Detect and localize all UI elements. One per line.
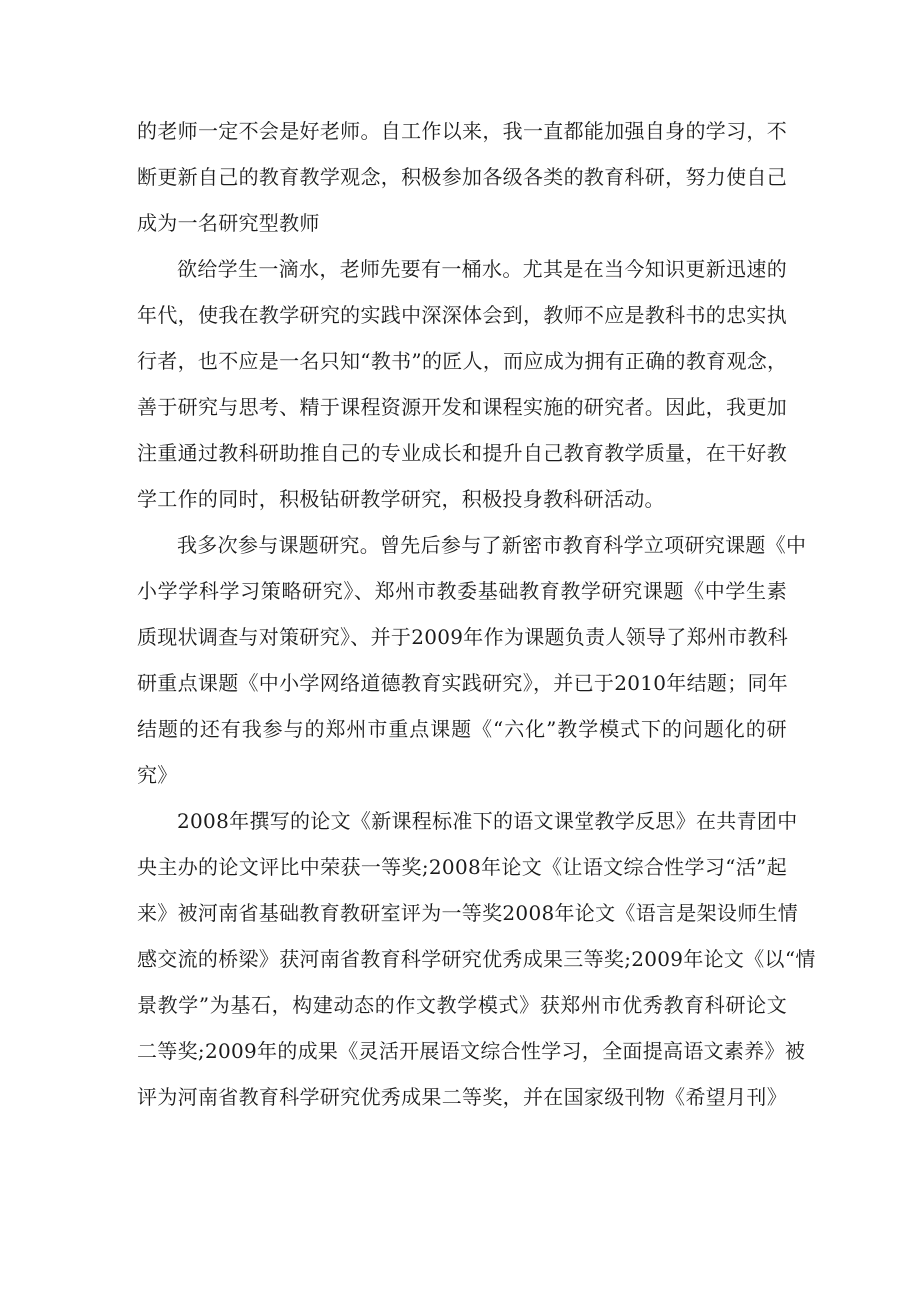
text-line: 注重通过教科研助推自己的专业成长和提升自己教育教学质量，在干好教 — [137, 441, 787, 465]
text-line: 央主办的论文评比中荣获一等奖;2008年论文《让语文综合性学习“活”起 — [137, 855, 787, 879]
text-line: 2008年撰写的论文《新课程标准下的语文课堂教学反思》在共青团中 — [177, 809, 798, 833]
text-line: 我多次参与课题研究。曾先后参与了新密市教育科学立项研究课题《中 — [177, 533, 807, 557]
text-line: 欲给学生一滴水，老师先要有一桶水。尤其是在当今知识更新迅速的 — [177, 257, 787, 281]
text-line: 究》 — [137, 763, 178, 787]
paragraph-2 — [137, 246, 787, 522]
paragraph-4 — [137, 798, 816, 1120]
text-line: 年代，使我在教学研究的实践中深深体会到，教师不应是教科书的忠实执 — [137, 303, 787, 327]
text-line: 景教学”为基石，构建动态的作文教学模式》获郑州市优秀教育科研论文 — [137, 993, 787, 1017]
text-line: 结题的还有我参与的郑州市重点课题《“六化”教学模式下的问题化的研 — [137, 717, 787, 741]
text-line: 断更新自己的教育教学观念，积极参加各级各类的教育科研，努力使自己 — [137, 165, 787, 189]
text-line: 评为河南省教育科学研究优秀成果二等奖，并在国家级刊物《希望月刊》 — [137, 1085, 787, 1109]
text-line: 小学学科学习策略研究》、郑州市教委基础教育教学研究课题《中学生素 — [137, 579, 787, 603]
text-line: 感交流的桥梁》获河南省教育科学研究优秀成果三等奖;2009年论文《以“情 — [137, 947, 816, 971]
text-line: 善于研究与思考、精于课程资源开发和课程实施的研究者。因此，我更加 — [137, 395, 787, 419]
text-line: 的老师一定不会是好老师。自工作以来，我一直都能加强自身的学习，不 — [137, 119, 787, 143]
paragraph-3 — [137, 522, 807, 798]
text-line: 来》被河南省基础教育教研室评为一等奖2008年论文《语言是架设师生情 — [137, 901, 799, 925]
text-line: 行者，也不应是一名只知“教书”的匠人，而应成为拥有正确的教育观念， — [137, 349, 788, 373]
text-line: 二等奖;2009年的成果《灵活开展语文综合性学习，全面提高语文素养》被 — [137, 1039, 806, 1063]
paragraph-1 — [137, 108, 787, 246]
document-body — [137, 108, 816, 1120]
text-line: 研重点课题《中小学网络道德教育实践研究》，并已于2010年结题；同年 — [137, 671, 789, 695]
text-line: 质现状调查与对策研究》、并于2009年作为课题负责人领导了郑州市教科 — [137, 625, 789, 649]
text-line: 学工作的同时，积极钻研教学研究，积极投身教科研活动。 — [137, 487, 665, 511]
text-line: 成为一名研究型教师 — [137, 211, 320, 235]
